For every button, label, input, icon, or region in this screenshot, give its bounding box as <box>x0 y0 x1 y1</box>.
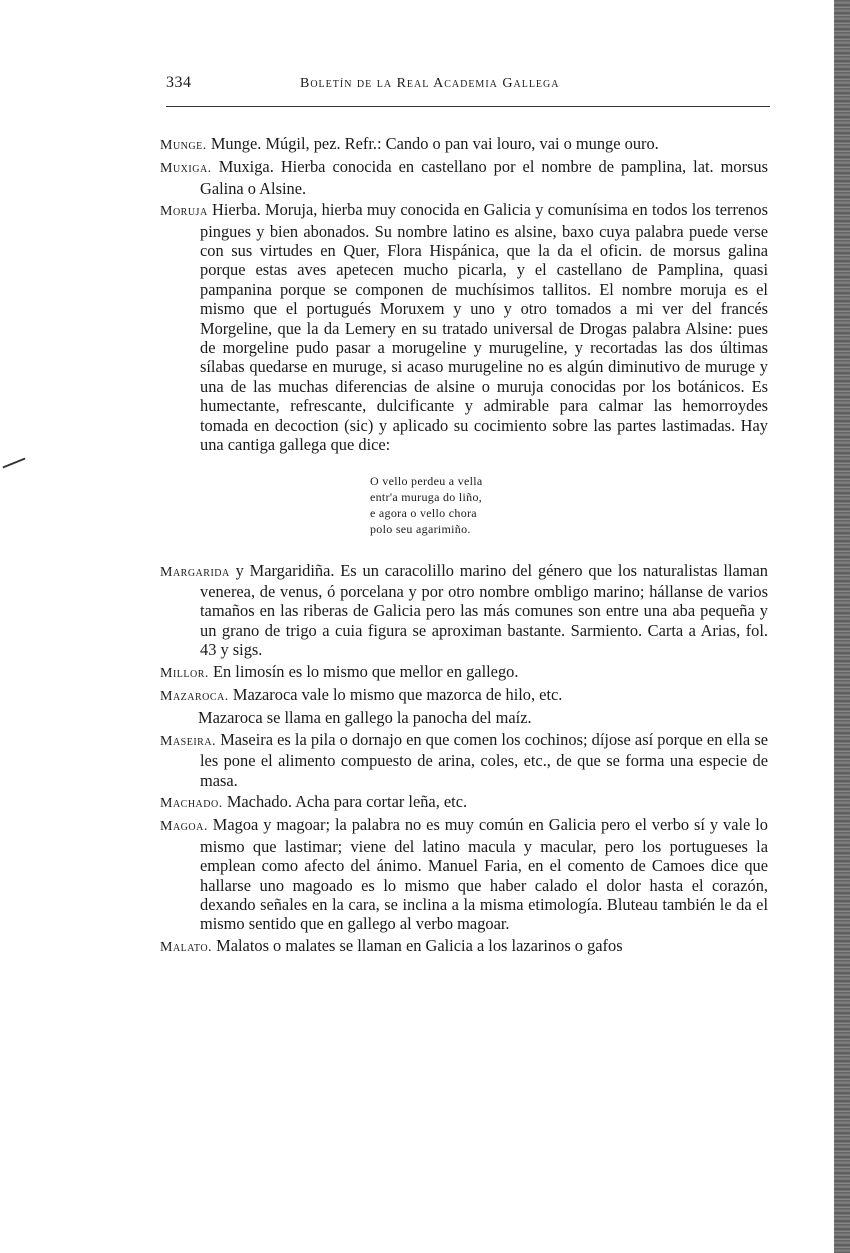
headword: Malato. <box>160 939 213 955</box>
definition: Maseira es la pila o dornajo en que comen los cochinos; díjose así porque en ella se les pone el alimento compuesto de arina, coles, etc., de que se forma una especie de masa. <box>200 729 768 790</box>
headword: Margarida <box>160 564 230 580</box>
definition: Muxiga. Hierba conocida en castellano por el nombre de pamplina, lat. morsus Galina o Alsine. <box>200 157 768 198</box>
cantiga-poem <box>370 473 768 537</box>
headword: Moruja <box>160 204 208 220</box>
dictionary-entry <box>160 685 768 706</box>
definition: Malatos o malates se llaman en Galicia a los lazarinos o gafos <box>212 935 623 955</box>
definition: Mazaroca vale lo mismo que mazorca de hilo, etc. <box>228 684 563 704</box>
dictionary-entry <box>160 792 768 813</box>
page-number: 334 <box>166 74 192 91</box>
running-title: Boletín de la Real Academia Gallega <box>300 76 560 91</box>
page-edge-shadow <box>834 0 850 1253</box>
header-rule <box>166 106 770 107</box>
headword: Machado. <box>160 795 223 811</box>
headword: Millor. <box>160 665 209 681</box>
headword: Magoa. <box>160 819 208 835</box>
headword: Muxiga. <box>160 161 212 177</box>
definition: Magoa y magoar; la palabra no es muy común en Galicia pero el verbo sí y vale lo mismo que lastimar; viene del latino macula y macular, pero los portugueses la emplean como afecto del ánimo. Manuel Faria, en el comento de Camoes dice que hallarse uno magoado es lo mismo que haber calado el dolor hasta el corazón, dexando señales en la cara, se inclina a la misma etimología. Bluteau también le da el mismo sentido que en gallego al verbo magoar. <box>200 815 768 934</box>
definition: Mazaroca se llama en gallego la panocha del maíz. <box>198 708 532 728</box>
dictionary-entry <box>160 157 768 198</box>
poem-line: O vello perdeu a vella <box>370 473 483 488</box>
dictionary-entry <box>160 815 768 933</box>
dictionary-entry <box>160 134 768 155</box>
dictionary-entry <box>160 936 768 957</box>
definition: Machado. Acha para cortar leña, etc. <box>222 791 468 811</box>
poem-line: polo seu agarimiño. <box>370 521 471 536</box>
continuation-paragraph <box>160 708 768 727</box>
poem-line: entr'a muruga do liño, <box>370 489 483 504</box>
dictionary-entry <box>160 200 768 454</box>
entries-block-b <box>160 561 768 958</box>
margin-pen-mark <box>2 458 25 469</box>
headword: Mazaroca. <box>160 688 229 704</box>
page-header <box>166 74 770 98</box>
dictionary-entry <box>160 730 768 790</box>
entries-block-a <box>160 134 768 455</box>
definition: En limosín es lo mismo que mellor en gallego. <box>208 661 519 681</box>
page-body <box>160 134 768 959</box>
dictionary-entry <box>160 561 768 660</box>
dictionary-entry <box>160 662 768 683</box>
poem-line: e agora o vello chora <box>370 505 477 520</box>
headword: Maseira. <box>160 733 217 749</box>
definition: Hierba. Moruja, hierba muy conocida en Galicia y comunísima en todos los terrenos pingues y bien abonados. Su nombre latino es alsine, baxo cuya palabra puede verse con sus virtudes en Quer, Flora Hispánica, que la da el oficin. de morsus galina porque estas aves apetecen mucho picarla, y el castellano de Pamplina, quasi pampanina porque se componen de muchísimos tallitos. El nombre moruja es el mismo que el portugués Moruxem y uno y otro tomados a mi ver del francés Morgeline, que la da Lemery en su tratado universal de Drogas palabra Alsine: pues de morgeline pudo pasar a morugeline y murugeline, y recortadas las dos últimas sílabas quedarse en muruge, si acaso murugeline no es algún diminutivo de muruge y una de las muchas diferencias de alsine o muruja conocidas por los botánicos. Es humectante, refrescante, dulcificante y admirable para calmar las hemorroydes tomada en decoction (sic) y aplicado su cocimiento sobre las partes lastimadas. Hay una cantiga gallega que dice: <box>200 200 768 455</box>
definition: Munge. Múgil, pez. Refr.: Cando o pan vai louro, vai o munge ouro. <box>206 134 659 153</box>
definition: y Margaridiña. Es un caracolillo marino del género que los naturalistas llaman venerea, de venus, ó porcelana y por otro nombre ombligo marino; hállanse de varios tamaños en las riberas de Galicia pero las más comunes son entre una aba pequeña y un grano de trigo a cuia figura se aproximan bastante. Sarmiento. Carta a Arias, fol. 43 y sigs. <box>200 560 768 660</box>
headword: Munge. <box>160 138 207 153</box>
